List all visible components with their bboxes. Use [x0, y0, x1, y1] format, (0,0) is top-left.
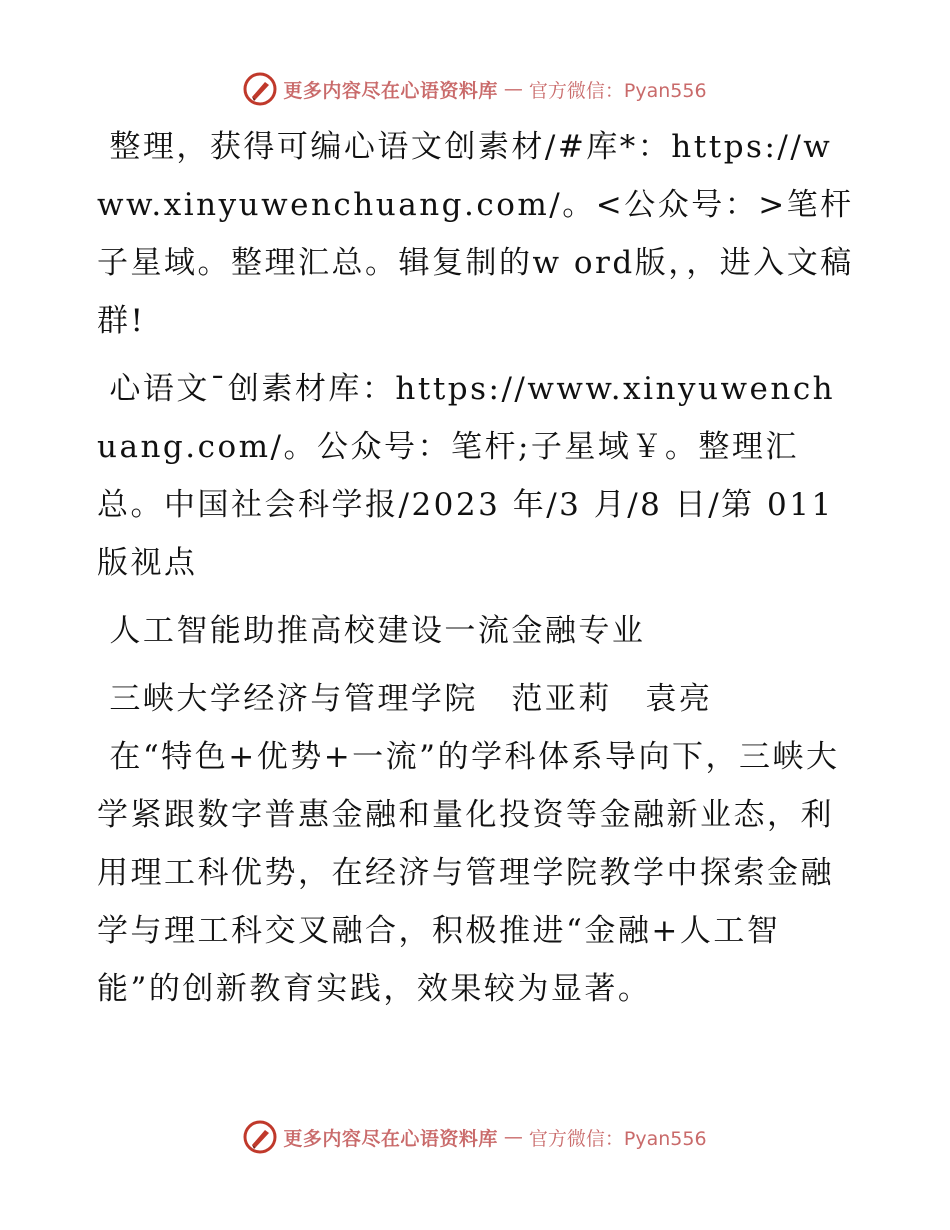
pen-logo-icon	[243, 72, 277, 106]
watermark-dash: —	[503, 1126, 523, 1148]
article-byline: 三峡大学经济与管理学院 范亚莉 袁亮	[109, 681, 713, 717]
footer-watermark	[0, 1120, 950, 1154]
watermark-wechat-text: 官方微信：Pyan556	[528, 79, 707, 102]
watermark-dash: —	[503, 78, 523, 100]
article-title: 人工智能助推高校建设一流金融专业	[109, 613, 646, 649]
watermark-main-text: 更多内容尽在心语资料库	[283, 79, 498, 102]
document-body	[97, 118, 857, 1018]
paragraph-promo-1: 整理，获得可编心语文创素材/#库*：https://www.xinyuwenchuang.com/。<公众号：>笔杆子星域。整理汇总。辑复制的w ord版，，进入文稿群!	[97, 129, 854, 339]
article-body-paragraph: 在“特色+优势+一流”的学科体系导向下，三峡大学紧跟数字普惠金融和量化投资等金融新业态，利用理工科优势，在经济与管理学院教学中探索金融学与理工科交叉融合，积极推进“金融+人工智能”的创新教育实践，效果较为显著。	[97, 739, 840, 1007]
watermark-main-text: 更多内容尽在心语资料库	[283, 1127, 498, 1150]
watermark-wechat-text: 官方微信：Pyan556	[528, 1127, 707, 1150]
paragraph-promo-2: 心语文¯创素材库：https://www.xinyuwenchuang.com/。公众号：笔杆;子星域￥。整理汇总。中国社会科学报/2023 年/3 月/8 日/第 011 版视点	[97, 371, 836, 581]
header-watermark	[0, 72, 950, 106]
pen-logo-icon	[243, 1120, 277, 1154]
